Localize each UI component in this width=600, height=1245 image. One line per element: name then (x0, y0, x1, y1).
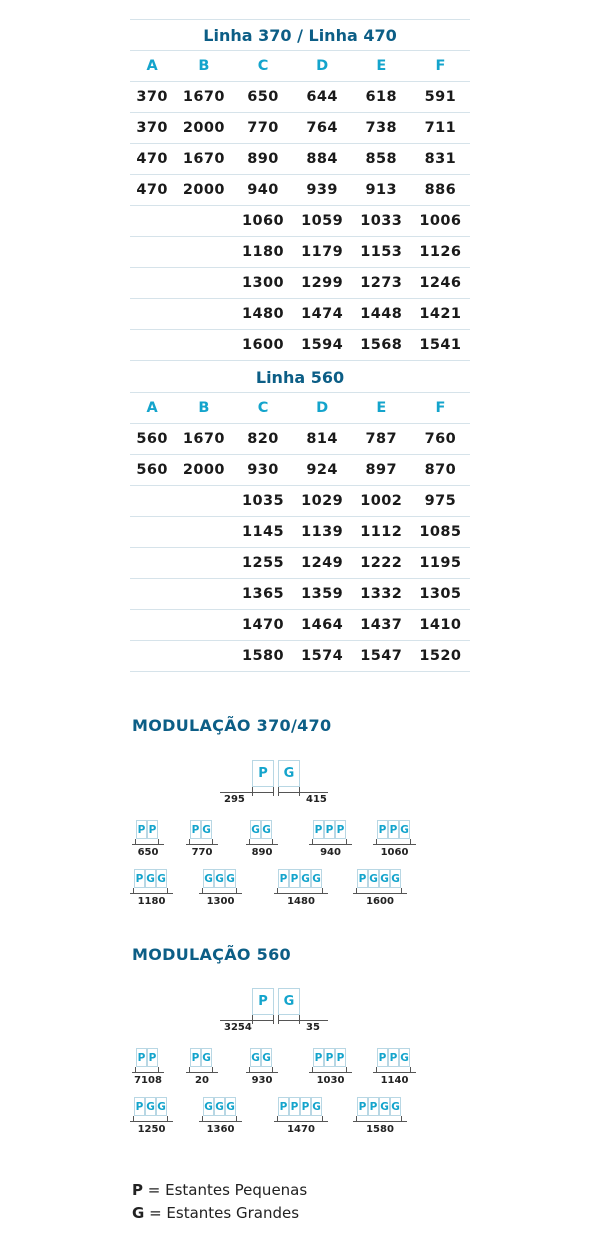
column-header: B (174, 51, 233, 82)
shelf-cell: G (145, 1097, 156, 1116)
shelf-cell: G (390, 869, 401, 888)
table-cell: 370 (130, 82, 174, 113)
table-cell: 930 (233, 455, 292, 486)
table-row (130, 237, 470, 268)
table-cell: 1359 (293, 579, 352, 610)
dimension-line (278, 1020, 328, 1021)
table-cell: 886 (411, 175, 470, 206)
shelf-cell: P (388, 1048, 399, 1067)
shelf-cell: G (399, 1048, 410, 1067)
shelf-cell: P (324, 820, 335, 839)
table-cell: 1222 (352, 548, 411, 579)
table-cell (174, 579, 233, 610)
table-cell: 924 (293, 455, 352, 486)
table-cell: 1474 (293, 299, 352, 330)
table-cell: 1520 (411, 641, 470, 672)
table-cell: 1410 (411, 610, 470, 641)
table-cell (174, 641, 233, 672)
table-cell: 940 (233, 175, 292, 206)
table-cell: 370 (130, 113, 174, 144)
table-cell (174, 486, 233, 517)
table-cell: 1195 (411, 548, 470, 579)
dimension-line (353, 893, 407, 894)
column-header: D (293, 51, 352, 82)
shelf-cell: P (313, 1048, 324, 1067)
dimension-line (199, 1121, 242, 1122)
table-cell (130, 610, 174, 641)
table-cell (174, 206, 233, 237)
table-cell: 618 (352, 82, 411, 113)
legend-text-g: = Estantes Grandes (144, 1204, 300, 1222)
column-header: D (293, 393, 352, 424)
table-cell: 1112 (352, 517, 411, 548)
shelf-cell: P (134, 1097, 145, 1116)
shelf-cell: P (190, 820, 201, 839)
table-cell: 1594 (293, 330, 352, 361)
table-cell (130, 206, 174, 237)
table-row (130, 548, 470, 579)
column-header: E (352, 51, 411, 82)
table-cell: 2000 (174, 455, 233, 486)
dimension-line (186, 844, 218, 845)
table-row (130, 82, 470, 113)
table-cell: 787 (352, 424, 411, 455)
table-cell: 770 (233, 113, 292, 144)
table-row (130, 579, 470, 610)
table-row (130, 268, 470, 299)
table-cell: 1470 (233, 610, 292, 641)
table-cell (130, 299, 174, 330)
table-cell (130, 548, 174, 579)
table-row (130, 175, 470, 206)
shelf-cell: G (203, 869, 214, 888)
table-cell: 1153 (352, 237, 411, 268)
table-row (130, 424, 470, 455)
module-width-value: 1470 (287, 1124, 315, 1135)
dimension-line (220, 1020, 274, 1021)
dimension-line (132, 1072, 164, 1073)
table-linha-560 (130, 362, 470, 672)
shelf-cell: P (190, 1048, 201, 1067)
table-row (130, 113, 470, 144)
module-pair-top (220, 760, 330, 805)
table-cell: 1437 (352, 610, 411, 641)
table-cell: 870 (411, 455, 470, 486)
shelf-cell: G (311, 869, 322, 888)
module-width-value: 295 (224, 794, 245, 805)
table-cell: 1246 (411, 268, 470, 299)
shelf-cell: G (156, 869, 167, 888)
module-width-value: 890 (251, 847, 273, 858)
table-cell: 470 (130, 175, 174, 206)
table-cell: 939 (293, 175, 352, 206)
shelf-cell: G (201, 1048, 212, 1067)
table-cell: 890 (233, 144, 292, 175)
column-header: A (130, 51, 174, 82)
dimension-line (309, 844, 352, 845)
table-cell: 760 (411, 424, 470, 455)
table-cell: 711 (411, 113, 470, 144)
table-cell: 764 (293, 113, 352, 144)
dimension-line (246, 1072, 278, 1073)
table-cell: 1139 (293, 517, 352, 548)
module-unit (246, 1048, 280, 1088)
module-unit (373, 1048, 418, 1088)
shelf-cell-large: P (252, 988, 274, 1015)
table-cell: 1365 (233, 579, 292, 610)
module-width-value: 930 (251, 1075, 273, 1086)
dimension-line (130, 893, 173, 894)
shelf-cell: P (357, 869, 368, 888)
table-cell (130, 641, 174, 672)
module-width-value: 1180 (137, 896, 166, 907)
table-cell: 1180 (233, 237, 292, 268)
table-row (130, 610, 470, 641)
shelf-cell: G (203, 1097, 214, 1116)
table-cell: 738 (352, 113, 411, 144)
dimension-line (278, 792, 328, 793)
dimension-line (186, 1072, 218, 1073)
table-title: Linha 370 / Linha 470 (130, 20, 470, 51)
column-header: A (130, 393, 174, 424)
table-cell: 897 (352, 455, 411, 486)
shelf-cell: P (388, 820, 399, 839)
shelf-cell: G (214, 869, 225, 888)
shelf-cell: P (134, 869, 145, 888)
table-cell: 2000 (174, 175, 233, 206)
module-width-value: 1480 (287, 896, 315, 907)
shelf-cell: P (147, 1048, 158, 1067)
table-cell: 591 (411, 82, 470, 113)
table-cell: 814 (293, 424, 352, 455)
dimension-line (353, 1121, 407, 1122)
shelf-cell: G (399, 820, 410, 839)
shelf-cell: G (300, 869, 311, 888)
table-cell (130, 237, 174, 268)
table-cell: 1670 (174, 82, 233, 113)
module-width-value: 1580 (366, 1124, 394, 1135)
shelf-cell: P (278, 1097, 289, 1116)
shelf-cell: P (335, 820, 346, 839)
table-cell: 1029 (293, 486, 352, 517)
dimension-line (220, 792, 274, 793)
table-cell: 1670 (174, 144, 233, 175)
table-cell: 644 (293, 82, 352, 113)
legend-g (132, 1204, 299, 1222)
shelf-cell: P (300, 1097, 311, 1116)
shelf-cell: G (201, 820, 212, 839)
table-cell: 1480 (233, 299, 292, 330)
table-cell: 1060 (233, 206, 292, 237)
dimension-line (373, 844, 416, 845)
table-cell: 858 (352, 144, 411, 175)
module-unit (353, 869, 409, 909)
module-unit (130, 869, 175, 909)
module-width-value: 415 (306, 794, 327, 805)
table-cell (174, 268, 233, 299)
table-cell: 831 (411, 144, 470, 175)
table-cell (130, 268, 174, 299)
table-row (130, 299, 470, 330)
dimension-line (274, 893, 328, 894)
legend-key-p: P (132, 1181, 143, 1199)
table-cell (174, 610, 233, 641)
module-unit (274, 869, 330, 909)
shelf-cell-large: P (252, 760, 274, 787)
shelf-cell: G (311, 1097, 322, 1116)
table-cell: 470 (130, 144, 174, 175)
table-cell: 1580 (233, 641, 292, 672)
shelf-cell: P (357, 1097, 368, 1116)
table-cell: 975 (411, 486, 470, 517)
module-unit (132, 1048, 166, 1088)
table-cell: 1300 (233, 268, 292, 299)
dimension-line (130, 1121, 173, 1122)
table-cell: 1574 (293, 641, 352, 672)
dimension-line (309, 1072, 352, 1073)
shelf-cell: G (379, 1097, 390, 1116)
shelf-cell: G (250, 1048, 261, 1067)
table-cell: 1035 (233, 486, 292, 517)
table-cell (174, 517, 233, 548)
module-width-value: 1360 (206, 1124, 235, 1135)
shelf-cell: G (225, 869, 236, 888)
table-cell (130, 486, 174, 517)
table-cell: 1033 (352, 206, 411, 237)
module-width-value: 7108 (134, 1075, 162, 1086)
table-cell: 1670 (174, 424, 233, 455)
module-unit (309, 1048, 354, 1088)
module-width-value: 1600 (366, 896, 394, 907)
table-cell: 1547 (352, 641, 411, 672)
module-width-value: 1060 (380, 847, 409, 858)
table-cell: 1273 (352, 268, 411, 299)
shelf-cell: P (136, 1048, 147, 1067)
shelf-cell: P (377, 1048, 388, 1067)
table-cell: 913 (352, 175, 411, 206)
table-cell: 1255 (233, 548, 292, 579)
table-cell: 1126 (411, 237, 470, 268)
module-unit (309, 820, 354, 860)
dimension-line (373, 1072, 416, 1073)
dimension-line (199, 893, 242, 894)
dimension-line (274, 1121, 328, 1122)
column-header: B (174, 393, 233, 424)
column-header: C (233, 393, 292, 424)
shelf-cell: G (145, 869, 156, 888)
module-unit (199, 1097, 244, 1137)
table-linha-370-470 (130, 19, 470, 361)
shelf-cell: P (147, 820, 158, 839)
section-title-modulacao-560: MODULAÇÃO 560 (132, 945, 291, 964)
module-unit (373, 820, 418, 860)
shelf-cell: P (289, 1097, 300, 1116)
shelf-cell: G (368, 869, 379, 888)
table-row (130, 486, 470, 517)
table-row (130, 206, 470, 237)
table-cell: 1600 (233, 330, 292, 361)
shelf-cell-large: G (278, 760, 300, 787)
table-cell (174, 330, 233, 361)
column-header: F (411, 393, 470, 424)
table-cell (130, 517, 174, 548)
column-header: F (411, 51, 470, 82)
legend-text-p: = Estantes Pequenas (143, 1181, 308, 1199)
table-row (130, 641, 470, 672)
table-cell: 1332 (352, 579, 411, 610)
table-cell (174, 237, 233, 268)
table-cell: 2000 (174, 113, 233, 144)
table-row (130, 455, 470, 486)
shelf-cell: G (225, 1097, 236, 1116)
shelf-cell: G (156, 1097, 167, 1116)
shelf-cell: G (379, 869, 390, 888)
module-width-value: 3254 (224, 1022, 252, 1033)
module-width-value: 35 (306, 1022, 320, 1033)
module-unit (132, 820, 166, 860)
module-unit (186, 820, 220, 860)
table-cell: 1179 (293, 237, 352, 268)
table-cell: 820 (233, 424, 292, 455)
dimension-line (132, 844, 164, 845)
table-cell: 884 (293, 144, 352, 175)
module-pair-top (220, 988, 330, 1033)
module-width-value: 1030 (316, 1075, 345, 1086)
table-row (130, 330, 470, 361)
table-row (130, 144, 470, 175)
shelf-cell: P (335, 1048, 346, 1067)
table-cell: 1299 (293, 268, 352, 299)
table-cell: 1305 (411, 579, 470, 610)
table-title: Linha 560 (130, 362, 470, 393)
shelf-cell: G (214, 1097, 225, 1116)
dimension-line (246, 844, 278, 845)
module-unit (246, 820, 280, 860)
table-cell: 560 (130, 424, 174, 455)
table-cell (130, 330, 174, 361)
table-cell: 1006 (411, 206, 470, 237)
table-cell (130, 579, 174, 610)
table-cell (174, 548, 233, 579)
section-title-modulacao-370-470: MODULAÇÃO 370/470 (132, 716, 332, 735)
shelf-cell: P (324, 1048, 335, 1067)
table-cell: 1002 (352, 486, 411, 517)
shelf-cell: G (390, 1097, 401, 1116)
shelf-cell: P (313, 820, 324, 839)
shelf-cell: P (136, 820, 147, 839)
shelf-cell: G (261, 1048, 272, 1067)
shelf-cell-large: G (278, 988, 300, 1015)
shelf-cell: P (377, 820, 388, 839)
module-unit (353, 1097, 409, 1137)
table-cell: 1541 (411, 330, 470, 361)
module-width-value: 940 (320, 847, 341, 858)
column-header: C (233, 51, 292, 82)
legend-p (132, 1181, 307, 1199)
table-cell: 650 (233, 82, 292, 113)
module-width-value: 1250 (137, 1124, 166, 1135)
module-width-value: 650 (137, 847, 159, 858)
table-cell: 560 (130, 455, 174, 486)
module-width-value: 20 (195, 1075, 209, 1086)
table-cell (174, 299, 233, 330)
shelf-cell: P (289, 869, 300, 888)
table-cell: 1145 (233, 517, 292, 548)
shelf-cell: P (368, 1097, 379, 1116)
module-width-value: 1140 (380, 1075, 409, 1086)
table-row (130, 517, 470, 548)
module-width-value: 1300 (206, 896, 235, 907)
table-cell: 1249 (293, 548, 352, 579)
module-unit (274, 1097, 330, 1137)
shelf-cell: G (250, 820, 261, 839)
table-cell: 1421 (411, 299, 470, 330)
shelf-cell: P (278, 869, 289, 888)
table-cell: 1085 (411, 517, 470, 548)
shelf-cell: G (261, 820, 272, 839)
module-unit (199, 869, 244, 909)
module-unit (186, 1048, 220, 1088)
column-header: E (352, 393, 411, 424)
legend-key-g: G (132, 1204, 145, 1222)
module-width-value: 770 (191, 847, 213, 858)
table-cell: 1448 (352, 299, 411, 330)
table-cell: 1059 (293, 206, 352, 237)
module-unit (130, 1097, 175, 1137)
table-cell: 1464 (293, 610, 352, 641)
table-cell: 1568 (352, 330, 411, 361)
